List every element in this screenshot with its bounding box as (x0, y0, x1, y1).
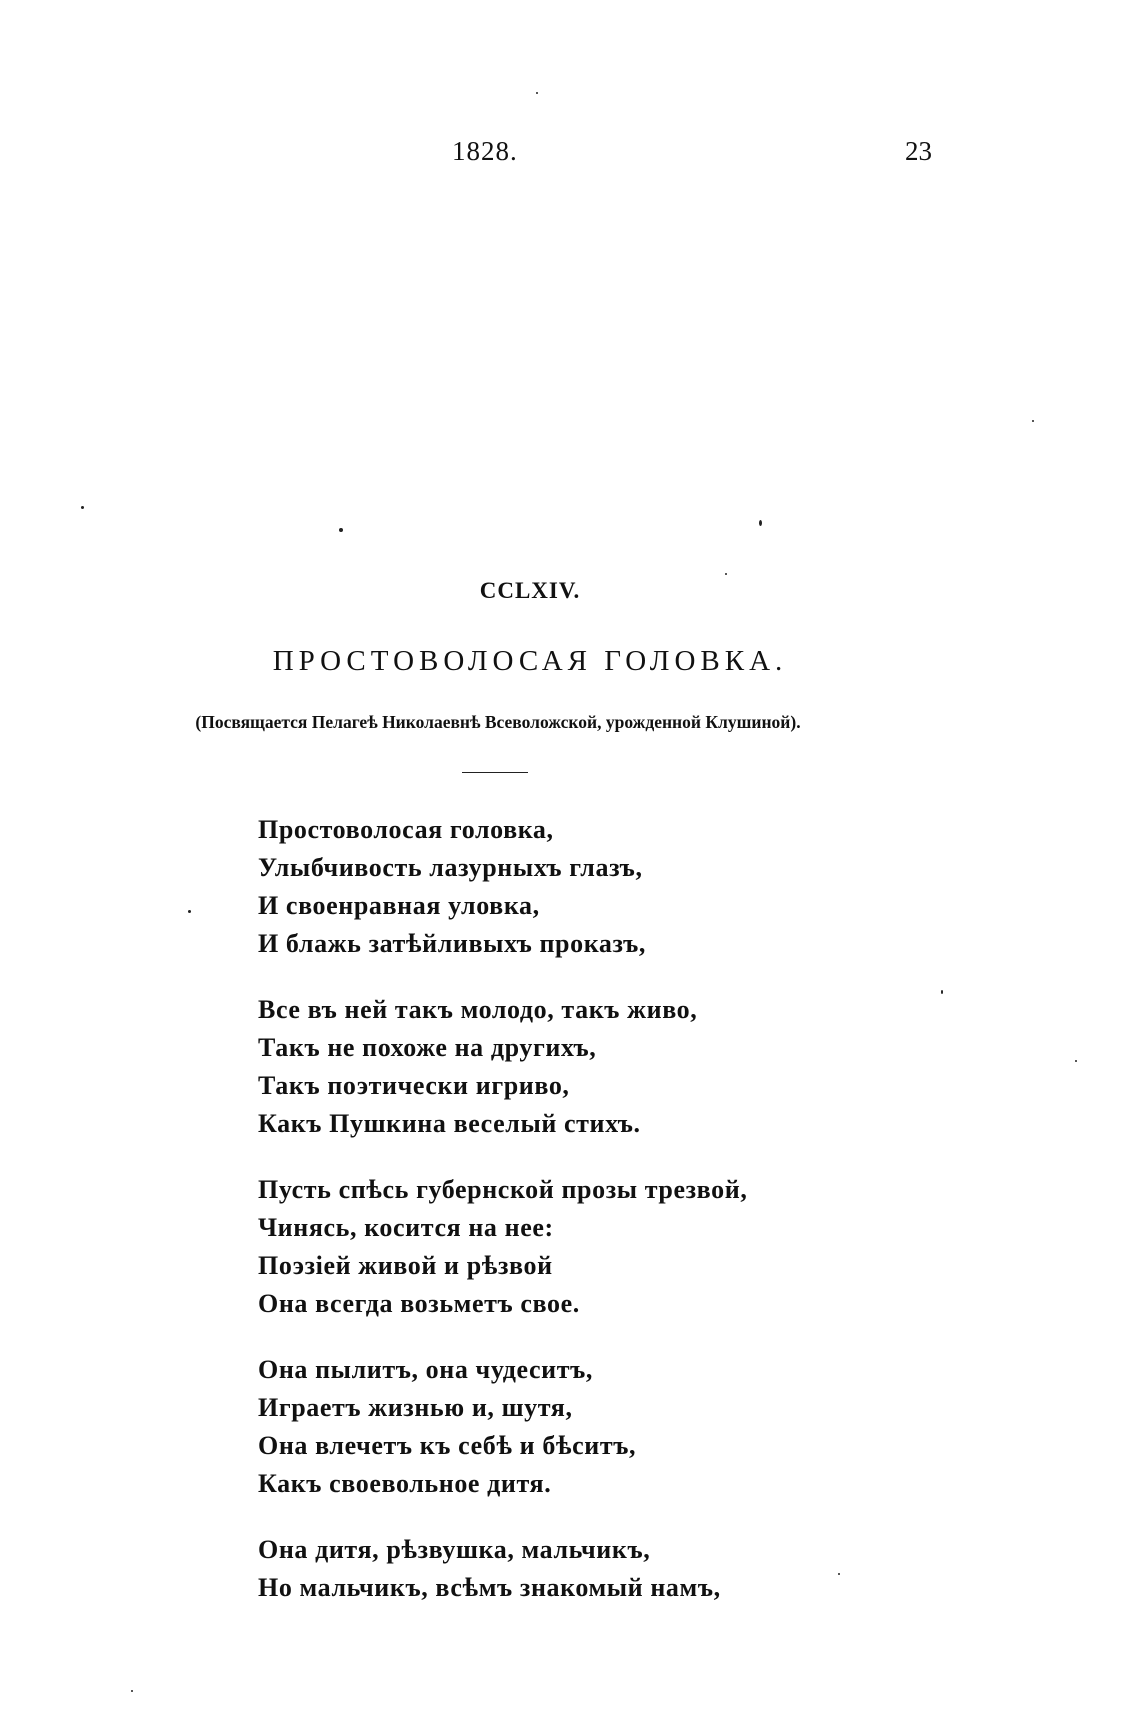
verse-line: И блажь затѣйливыхъ проказъ, (258, 929, 646, 958)
scan-speck (536, 92, 538, 94)
verse-line: Она всегда возьметъ свое. (258, 1289, 580, 1318)
verse-line: И своенравная уловка, (258, 891, 540, 920)
verse-line: Играетъ жизнью и, шутя, (258, 1393, 573, 1422)
stanza-3 (258, 1171, 878, 1323)
scan-speck (725, 573, 727, 575)
scan-speck (1075, 1060, 1077, 1062)
scan-speck (188, 910, 191, 913)
poem-title: ПРОСТОВОЛОСАЯ ГОЛОВКА. (272, 645, 788, 677)
title-divider-rule (462, 772, 528, 773)
verse-line: Такъ поэтически игриво, (258, 1071, 570, 1100)
scan-speck (838, 1573, 840, 1575)
stanza-1 (258, 811, 878, 963)
stanza-5 (258, 1531, 878, 1607)
verse-line: Какъ Пушкина веселый стихъ. (258, 1109, 641, 1138)
scan-speck (81, 506, 84, 509)
verse-line: Какъ своевольное дитя. (258, 1469, 552, 1498)
verse-line: Простоволосая головка, (258, 815, 554, 844)
verse-line: Она влечетъ къ себѣ и бѣситъ, (258, 1431, 637, 1460)
scan-speck (131, 1690, 133, 1692)
scan-speck (759, 520, 762, 526)
verse-line: Пусть спѣсь губернской прозы трезвой, (258, 1175, 748, 1204)
poem-number: CCLXIV. (479, 578, 581, 603)
verse-line: Поэзіей живой и рѣзвой (258, 1251, 553, 1280)
verse-line: Такъ не похоже на другихъ, (258, 1033, 597, 1062)
verse-line: Улыбчивость лазурныхъ глазъ, (258, 853, 643, 882)
poem-body (258, 811, 878, 1635)
scan-speck (941, 990, 943, 994)
page-number: 23 (905, 136, 932, 166)
verse-line: Она пылитъ, она чудеситъ, (258, 1355, 593, 1384)
poem-dedication: (Посвящается Пелагеѣ Николаевнѣ Всеволожской, урожденной Клушиной). (195, 712, 801, 732)
verse-line: Она дитя, рѣзвушка, мальчикъ, (258, 1535, 651, 1564)
scan-speck (339, 528, 343, 532)
verse-line: Но мальчикъ, всѣмъ знакомый намъ, (258, 1573, 721, 1602)
verse-line: Все въ ней такъ молодо, такъ живо, (258, 995, 698, 1024)
running-header-year: 1828. (452, 136, 518, 166)
stanza-2 (258, 991, 878, 1143)
scan-speck (1032, 420, 1034, 422)
stanza-4 (258, 1351, 878, 1503)
verse-line: Чинясь, косится на нее: (258, 1213, 554, 1242)
